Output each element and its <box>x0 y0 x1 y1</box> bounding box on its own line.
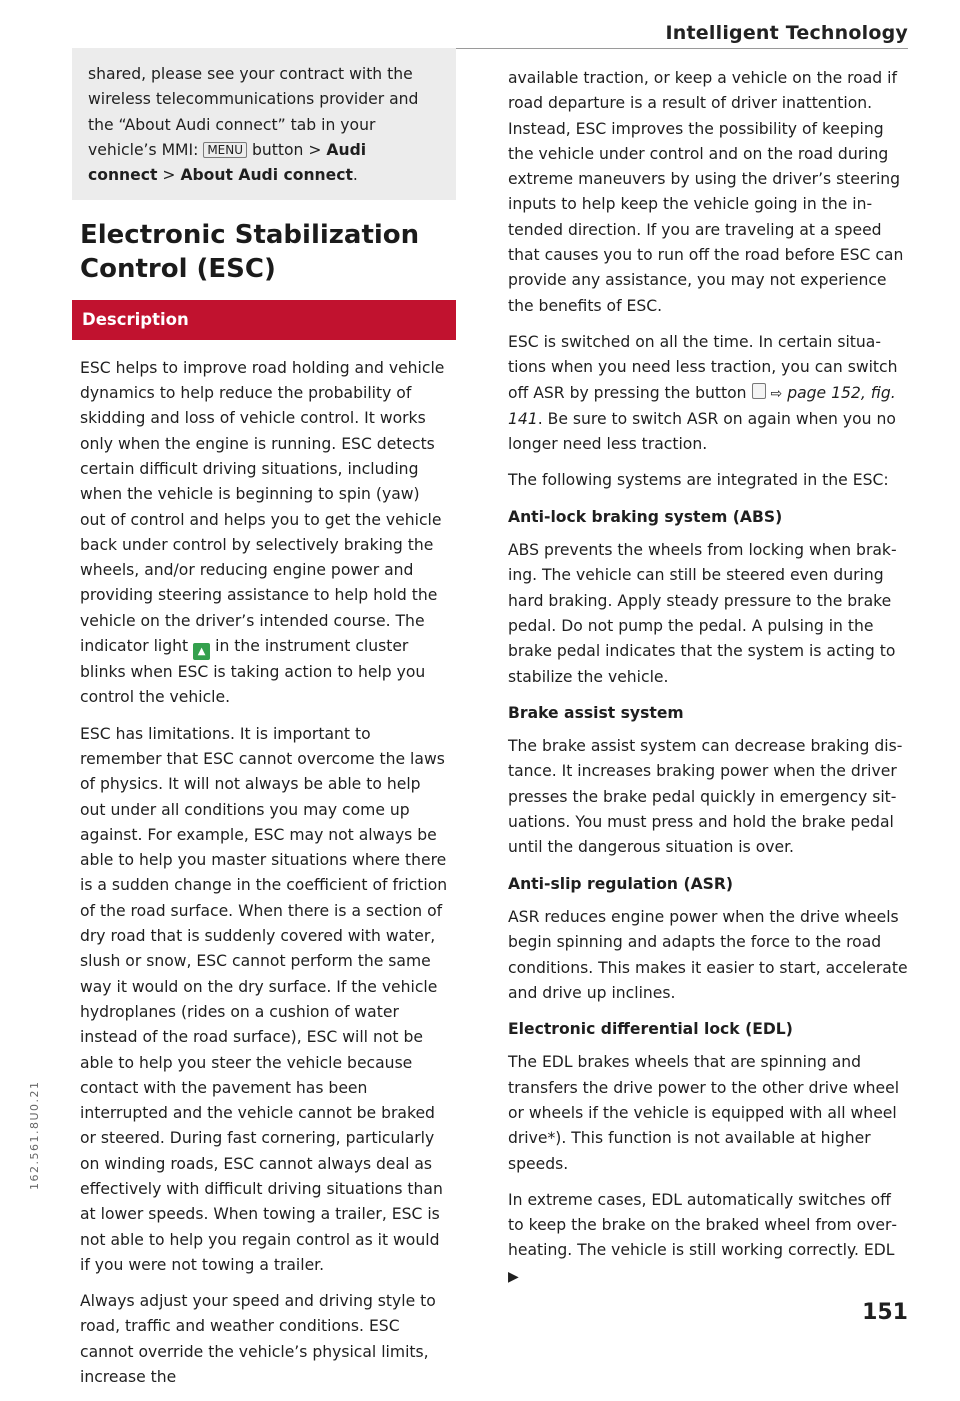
edl-heading: Electronic differential lock (EDL) <box>508 1020 793 1039</box>
asr-paragraph: ASR reduces engine power when the drive wheels begin spinning and adapts the force to the road conditions. This makes it easier to start, accelerate and drive up inclines. <box>508 907 908 1002</box>
edl-paragraph-2: In extreme cases, EDL automatically switches off to keep the brake on the braked wheel from overheating. The vehicle is still working correctly. EDL ▶ <box>508 1190 898 1285</box>
abs-heading: Anti-lock braking system (ABS) <box>508 507 783 526</box>
page-number: 151 <box>862 1300 908 1325</box>
abs-paragraph: ABS prevents the wheels from locking when braking. The vehicle can still be steered even during hard braking. Apply steady pressure to the brake pedal. Do not pump the pedal. A pulsing in the brake pedal indicates that the system is acting to stabilize the vehicle. <box>508 541 897 686</box>
asr-button-icon <box>752 383 766 399</box>
section-title: Electronic Stabilization Control (ESC) <box>80 220 420 285</box>
menu-key-icon: MENU <box>203 142 247 158</box>
esc-intro-paragraph: ESC helps to improve road holding and vehicle dynamics to help reduce the probability of skidding and loss of vehicle control. It works only when the engine is running. ESC detects certain difficult driving situations, including when the vehicle is beginning to spin (yaw) out of control and helps you to get the vehicle back under control by selectively braking the wheels, and/or reducing engine power and providing steering assistance to help hold the vehicle on the driver’s intended course. The indicator light ▲ in the instrument cluster blinks when ESC is taking action to help you control the vehicle. <box>80 358 445 707</box>
note-text: shared, please see your contract with the wireless telecommunications provider and the “About Audi connect” tab in your vehicle’s MMI: MENU button > Audi connect > About Audi connect. <box>88 65 419 185</box>
left-column <box>80 62 448 1401</box>
esc-indicator-light-icon: ▲ <box>193 643 210 660</box>
note-box <box>72 48 456 200</box>
continued-arrow-icon: ▶ <box>508 1268 519 1285</box>
brake-assist-paragraph: The brake assist system can decrease braking distance. It increases braking power when the driver presses the brake pedal quickly in emergency situations. You must press and hold the brake pedal until the dangerous situation is over. <box>508 737 903 857</box>
document-code: 162.561.8U0.21 <box>28 1080 41 1190</box>
traction-paragraph: available traction, or keep a vehicle on the road if road departure is a result of driver inattention. Instead, ESC improves the possibility of keeping the vehicle under control and on the road during extreme maneuvers by using the driver’s steering inputs to help keep the vehicle going in the intended direction. If you are traveling at a speed that causes you to run off the road before ESC can provide any assistance, you may not experience the benefits of ESC. <box>508 69 904 315</box>
description-heading: Description <box>72 300 456 339</box>
integrated-systems-paragraph: The following systems are integrated in the ESC: <box>508 471 889 490</box>
asr-switch-paragraph: ESC is switched on all the time. In certain situations when you need less traction, you can switch off ASR by pressing the button ⇨ page 152, fig. 141. Be sure to switch ASR on again when you no longer need less traction. <box>508 332 898 454</box>
right-column <box>508 66 908 1301</box>
page-reference-link[interactable]: page 152, fig. 141 <box>508 383 896 428</box>
cross-reference-arrow-icon: ⇨ <box>770 385 783 402</box>
running-header: Intelligent Technology <box>665 22 908 44</box>
edl-paragraph-1: The EDL brakes wheels that are spinning and transfers the drive power to the other drive wheel or wheels if the vehicle is equipped with all wheel drive*). This function is not available at higher speeds. <box>508 1053 900 1173</box>
driving-style-paragraph: Always adjust your speed and driving style to road, traffic and weather conditions. ESC cannot override the vehicle’s physical limits, increase the <box>80 1292 436 1387</box>
asr-heading: Anti-slip regulation (ASR) <box>508 874 734 893</box>
brake-assist-heading: Brake assist system <box>508 703 684 722</box>
esc-limitations-paragraph: ESC has limitations. It is important to remember that ESC cannot overcome the laws of physics. It will not always be able to help out under all conditions you may come up against. For example, ESC may not always be able to help you master situations where there is a sudden change in the coefficient of friction of the road surface. When there is a section of dry road that is suddenly covered with water, slush or snow, ESC cannot perform the same way it would on the dry surface. If the vehicle hydroplanes (rides on a cushion of water instead of the road surface), ESC will not be able to help you steer the vehicle because contact with the pavement has been interrupted and the vehicle cannot be braked or steered. During fast cornering, particularly on winding roads, ESC cannot always deal as effectively with difficult driving situations than at lower speeds. When towing a trailer, ESC is not able to help you regain control as it would if you were not towing a trailer. <box>80 724 448 1274</box>
